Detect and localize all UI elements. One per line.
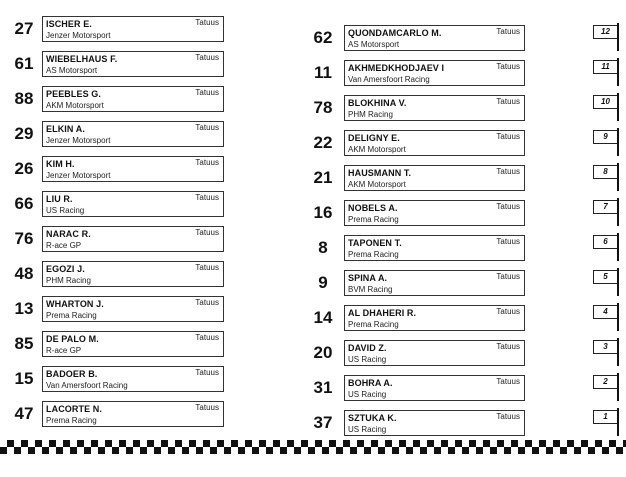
driver-box	[344, 305, 525, 331]
chassis-label: Tatuus	[195, 228, 219, 237]
chassis-label: Tatuus	[496, 307, 520, 316]
grid-slot	[0, 200, 626, 226]
chassis-label: Tatuus	[496, 62, 520, 71]
car-number: 22	[313, 133, 333, 152]
checkered-line	[0, 440, 626, 454]
car-number: 29	[14, 124, 34, 143]
flag-pole	[617, 303, 619, 331]
flag-pole	[617, 233, 619, 261]
chassis-label: Tatuus	[195, 18, 219, 27]
team-name: R-ace GP	[46, 346, 82, 355]
car-number: 61	[14, 54, 34, 73]
chassis-label: Tatuus	[195, 263, 219, 272]
car-number: 11	[314, 63, 332, 82]
team-name: AKM Motorsport	[348, 180, 406, 189]
driver-name: AL DHAHERI R.	[348, 308, 417, 318]
flag-pole	[617, 338, 619, 366]
grid-row-marker	[593, 93, 619, 121]
team-name: AS Motorsport	[46, 66, 98, 75]
driver-name: WIEBELHAUS F.	[46, 54, 118, 64]
team-name: PHM Racing	[348, 110, 393, 119]
team-name: Jenzer Motorsport	[46, 171, 111, 180]
grid-slot	[0, 60, 626, 86]
flag-pole	[617, 58, 619, 86]
car-number: 85	[14, 334, 34, 353]
chassis-label: Tatuus	[496, 27, 520, 36]
chassis-label: Tatuus	[195, 403, 219, 412]
row-number: 4	[593, 305, 618, 319]
team-name: R-ace GP	[46, 241, 82, 250]
row-number: 12	[593, 25, 618, 39]
row-number: 10	[593, 95, 618, 109]
car-number: 66	[14, 194, 34, 213]
team-name: Prema Racing	[348, 320, 399, 329]
grid-slot	[0, 130, 626, 156]
car-number: 31	[313, 378, 333, 397]
driver-box	[344, 235, 525, 261]
team-name: US Racing	[348, 390, 387, 399]
driver-box	[344, 60, 525, 86]
driver-name: PEEBLES G.	[46, 89, 102, 99]
grid-slot	[0, 165, 626, 191]
car-number: 8	[318, 238, 328, 257]
car-number: 37	[313, 413, 333, 432]
driver-name: NARAC R.	[46, 229, 91, 239]
car-number: 62	[313, 28, 333, 47]
grid-row-marker	[593, 198, 619, 226]
driver-name: HAUSMANN T.	[348, 168, 412, 178]
driver-box	[344, 200, 525, 226]
driver-name: SZTUKA K.	[348, 413, 397, 423]
grid-slot	[0, 340, 626, 366]
flag-pole	[617, 93, 619, 121]
row-number: 6	[593, 235, 618, 249]
driver-box	[344, 375, 525, 401]
driver-name: LACORTE N.	[46, 404, 102, 414]
grid-row-marker	[593, 128, 619, 156]
row-number: 7	[593, 200, 618, 214]
car-number: 26	[14, 159, 34, 178]
grid-slot	[0, 235, 626, 261]
driver-name: DAVID Z.	[348, 343, 387, 353]
row-number: 9	[593, 130, 618, 144]
car-number: 15	[14, 369, 34, 388]
row-number: 8	[593, 165, 618, 179]
car-number: 78	[313, 98, 333, 117]
driver-name: ELKIN A.	[46, 124, 85, 134]
flag-pole	[617, 163, 619, 191]
team-name: Jenzer Motorsport	[46, 31, 111, 40]
car-number: 48	[14, 264, 34, 283]
team-name: BVM Racing	[348, 285, 393, 294]
driver-box	[344, 95, 525, 121]
team-name: AKM Motorsport	[348, 145, 406, 154]
grid-slot	[0, 270, 626, 296]
driver-name: EGOZI J.	[46, 264, 85, 274]
chassis-label: Tatuus	[195, 123, 219, 132]
chassis-label: Tatuus	[195, 88, 219, 97]
flag-pole	[617, 23, 619, 51]
flag-pole	[617, 268, 619, 296]
chassis-label: Tatuus	[496, 377, 520, 386]
driver-name: LIU R.	[46, 194, 73, 204]
car-number: 88	[14, 89, 34, 108]
team-name: PHM Racing	[46, 276, 91, 285]
chassis-label: Tatuus	[496, 342, 520, 351]
driver-name: WHARTON J.	[46, 299, 104, 309]
driver-name: BLOKHINA V.	[348, 98, 407, 108]
driver-name: TAPONEN T.	[348, 238, 402, 248]
grid-row-marker	[593, 23, 619, 51]
team-name: Van Amersfoort Racing	[46, 381, 128, 390]
chassis-label: Tatuus	[496, 167, 520, 176]
car-number: 21	[313, 168, 333, 187]
grid-row-marker	[593, 408, 619, 436]
team-name: AS Motorsport	[348, 40, 400, 49]
car-number: 76	[14, 229, 34, 248]
grid-row-marker	[593, 58, 619, 86]
driver-name: BOHRA A.	[348, 378, 393, 388]
team-name: Prema Racing	[46, 416, 97, 425]
driver-name: ISCHER E.	[46, 19, 92, 29]
driver-name: KIM H.	[46, 159, 75, 169]
grid-slot	[0, 25, 626, 51]
row-number: 1	[593, 410, 618, 424]
car-number: 20	[313, 343, 333, 362]
team-name: AKM Motorsport	[46, 101, 104, 110]
car-number: 13	[14, 299, 34, 318]
checker-row-top	[0, 440, 626, 447]
grid-row-marker	[593, 338, 619, 366]
car-number: 14	[313, 308, 333, 327]
chassis-label: Tatuus	[195, 333, 219, 342]
flag-pole	[617, 373, 619, 401]
chassis-label: Tatuus	[195, 298, 219, 307]
row-number: 5	[593, 270, 618, 284]
car-number: 47	[14, 404, 34, 423]
grid-slot	[0, 410, 626, 436]
driver-name: DELIGNY E.	[348, 133, 400, 143]
team-name: US Racing	[348, 425, 387, 434]
driver-name: NOBELS A.	[348, 203, 398, 213]
chassis-label: Tatuus	[195, 193, 219, 202]
checker-row-bottom	[0, 447, 626, 454]
grid-row-marker	[593, 373, 619, 401]
team-name: US Racing	[348, 355, 387, 364]
row-number: 11	[593, 60, 618, 74]
team-name: Prema Racing	[348, 250, 399, 259]
driver-box	[344, 410, 525, 436]
grid-slot	[0, 95, 626, 121]
team-name: Prema Racing	[348, 215, 399, 224]
driver-name: AKHMEDKHODJAEV I	[348, 63, 445, 73]
driver-box	[344, 130, 525, 156]
grid-slot	[0, 375, 626, 401]
grid-row-marker	[593, 268, 619, 296]
car-number: 27	[14, 19, 34, 38]
car-number: 9	[318, 273, 328, 292]
driver-name: BADOER B.	[46, 369, 98, 379]
chassis-label: Tatuus	[496, 97, 520, 106]
chassis-label: Tatuus	[195, 368, 219, 377]
driver-name: DE PALO M.	[46, 334, 99, 344]
flag-pole	[617, 128, 619, 156]
grid-row-marker	[593, 233, 619, 261]
driver-name: SPINA A.	[348, 273, 388, 283]
chassis-label: Tatuus	[195, 158, 219, 167]
driver-name: QUONDAMCARLO M.	[348, 28, 442, 38]
team-name: US Racing	[46, 206, 85, 215]
grid-row-marker	[593, 303, 619, 331]
chassis-label: Tatuus	[496, 412, 520, 421]
car-number: 16	[313, 203, 333, 222]
driver-box	[344, 25, 525, 51]
driver-box	[344, 340, 525, 366]
team-name: Van Amersfoort Racing	[348, 75, 430, 84]
team-name: Jenzer Motorsport	[46, 136, 111, 145]
chassis-label: Tatuus	[496, 272, 520, 281]
driver-box	[344, 165, 525, 191]
chassis-label: Tatuus	[195, 53, 219, 62]
grid-row-marker	[593, 163, 619, 191]
chassis-label: Tatuus	[496, 132, 520, 141]
team-name: Prema Racing	[46, 311, 97, 320]
chassis-label: Tatuus	[496, 202, 520, 211]
row-number: 3	[593, 340, 618, 354]
row-number: 2	[593, 375, 618, 389]
driver-box	[344, 270, 525, 296]
grid-slot	[0, 305, 626, 331]
chassis-label: Tatuus	[496, 237, 520, 246]
flag-pole	[617, 198, 619, 226]
flag-pole	[617, 408, 619, 436]
